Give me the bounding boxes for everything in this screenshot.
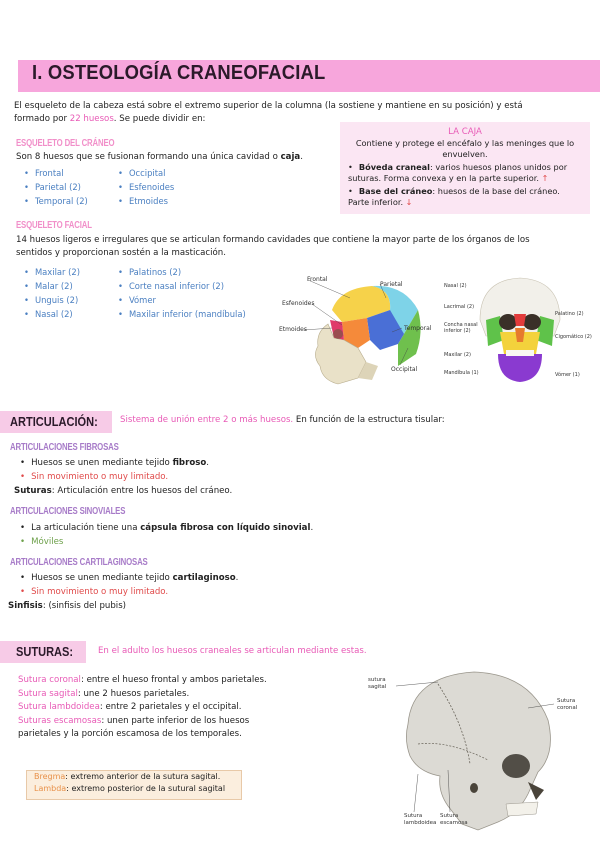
list-item: • Vómer bbox=[118, 293, 246, 307]
mandible-region bbox=[498, 354, 542, 382]
page-title: I. OSTEOLOGÍA CRANEOFACIAL bbox=[32, 62, 326, 84]
facial-desc: 14 huesos ligeros e irregulares que se articulan formando cavidades que contiene la mayor parte de los órganos de los sentidos y proporcionan sostén a la masticación. bbox=[16, 235, 530, 258]
fibrosas-item-1: • Huesos se unen mediante tejido fibroso. bbox=[20, 457, 209, 470]
sinoviales-item-2: • Móviles bbox=[20, 536, 63, 549]
craneo-desc: Son 8 huesos que se fusionan formando una única cavidad o caja. bbox=[16, 152, 303, 162]
label-vomer: Vómer (1) bbox=[555, 372, 580, 378]
articulacion-desc: Sistema de unión entre 2 o más huesos. En función de la estructura tisular: bbox=[120, 415, 445, 425]
list-item: • Corte nasal inferior (2) bbox=[118, 279, 246, 293]
list-item: Sutura coronal: entre el hueso frontal y ambos parietales. bbox=[18, 675, 267, 685]
list-item: Sutura sagital: une 2 huesos parietales. bbox=[18, 688, 190, 699]
label-occipital: Occipital bbox=[391, 366, 418, 373]
list-item: • Palatinos (2) bbox=[118, 265, 246, 279]
nasal-bone bbox=[514, 314, 526, 326]
sinoviales-item-1: • La articulación tiene una cápsula fibrosa con líquido sinovial. bbox=[20, 522, 313, 535]
skull-front-illustration bbox=[470, 276, 570, 386]
list-item: • Temporal (2) bbox=[24, 194, 88, 208]
label-etmoides: Etmoides bbox=[279, 326, 307, 333]
label-nasal: Nasal (2) bbox=[444, 283, 467, 289]
list-item: Suturas escamosas: unen parte inferior de los huesos bbox=[18, 715, 250, 726]
caja-item-1: • Bóveda craneal: varios huesos planos unidos por suturas. Forma convexa y en la parte superior. ↑ bbox=[348, 162, 582, 184]
label-palatino: Palatino (2) bbox=[555, 311, 584, 317]
label-concha: Concha nasal inferior (2) bbox=[444, 322, 478, 334]
cartilaginosas-heading: ARTICULACIONES CARTILAGINOSAS bbox=[10, 557, 148, 568]
list-item: • Frontal bbox=[24, 166, 88, 180]
ear-canal bbox=[470, 783, 478, 793]
list-item: • Unguis (2) bbox=[24, 293, 80, 307]
label-sutura-sagital: sutura sagital bbox=[368, 677, 387, 690]
skull-sutures-illustration bbox=[378, 664, 568, 836]
list-item: • Parietal (2) bbox=[24, 180, 88, 194]
note-bregma: Bregma: extremo anterior de la sutura sagital. bbox=[34, 772, 221, 781]
craneo-heading: ESQUELETO DEL CRÁNEO bbox=[16, 138, 115, 149]
orbit bbox=[502, 754, 530, 778]
list-item: • Malar (2) bbox=[24, 279, 80, 293]
intro-line-1: El esqueleto de la cabeza está sobre el extremo superior de la columna (la sostiene y mantiene en su posición) y está bbox=[14, 101, 523, 111]
fibrosas-heading: ARTICULACIONES FIBROSAS bbox=[10, 442, 119, 453]
list-item: • Maxilar (2) bbox=[24, 265, 80, 279]
list-item: • Occipital bbox=[118, 166, 174, 180]
eye-socket bbox=[333, 329, 343, 339]
fibrosas-item-2: • Sin movimiento o muy limitado. bbox=[20, 471, 168, 484]
fibrosas-extra: Suturas: Articulación entre los huesos del cráneo. bbox=[14, 486, 233, 496]
teeth bbox=[506, 802, 538, 816]
label-mandibula: Mandíbula (1) bbox=[444, 370, 479, 376]
orbit-right bbox=[523, 314, 541, 330]
note-text bbox=[34, 771, 225, 795]
intro-line-2: formado por 22 huesos. Se puede dividir en: bbox=[14, 114, 206, 124]
craneo-list-1 bbox=[24, 166, 88, 208]
label-frontal: Frontal bbox=[307, 276, 328, 283]
facial-list-1 bbox=[24, 265, 80, 321]
suturas-heading: SUTURAS: bbox=[16, 644, 74, 659]
list-item: • Nasal (2) bbox=[24, 307, 80, 321]
cartilaginosas-extra: Sinfisis: (sinfisis del pubis) bbox=[8, 601, 127, 611]
facial-heading: ESQUELETO FACIAL bbox=[16, 220, 92, 231]
list-item: • Esfenoides bbox=[118, 180, 174, 194]
list-item: • Etmoides bbox=[118, 194, 174, 208]
suturas-desc: En el adulto los huesos craneales se articulan mediante estas. bbox=[98, 646, 367, 656]
sinoviales-heading: ARTICULACIONES SINOVIALES bbox=[10, 506, 126, 517]
nasal-aperture bbox=[528, 782, 544, 800]
label-cigomatico: Cigomático (2) bbox=[555, 334, 592, 340]
caja-desc: Contiene y protege el encéfalo y las meninges que lo envuelven. bbox=[355, 138, 575, 159]
caja-item-2: • Base del cráneo: huesos de la base del cráneo. Parte inferior. ↓ bbox=[348, 186, 582, 208]
list-item: parietales y la porción escamosa de los temporales. bbox=[18, 729, 242, 739]
note-lambda: Lambda: extremo posterior de la sutural sagital bbox=[34, 784, 226, 793]
label-lacrimal: Lacrimal (2) bbox=[444, 304, 475, 310]
label-temporal: Temporal bbox=[404, 325, 432, 332]
arrow-down-icon: ↓ bbox=[405, 197, 413, 207]
label-sutura-escamosa: Sutura escamosa bbox=[440, 813, 468, 826]
cartilaginosas-item-2: • Sin movimiento o muy limitado. bbox=[20, 586, 168, 599]
suturas-list bbox=[18, 674, 267, 742]
articulacion-heading: ARTICULACIÓN: bbox=[10, 414, 98, 429]
orbit-left bbox=[499, 314, 517, 330]
craneo-list-2 bbox=[118, 166, 174, 208]
label-sutura-lambdoidea: Sutura lambdoidea bbox=[404, 813, 437, 826]
arrow-up-icon: ↑ bbox=[541, 173, 549, 183]
caja-title: LA CAJA bbox=[448, 127, 482, 137]
list-item: • Maxilar inferior (mandíbula) bbox=[118, 307, 246, 321]
list-item: Sutura lambdoidea: entre 2 parietales y el occipital. bbox=[18, 702, 242, 712]
teeth bbox=[506, 350, 534, 356]
cartilaginosas-item-1: • Huesos se unen mediante tejido cartilaginoso. bbox=[20, 572, 238, 585]
facial-list-2 bbox=[118, 265, 246, 321]
intro-count: 22 huesos bbox=[69, 114, 114, 124]
label-maxilar: Maxilar (2) bbox=[444, 352, 471, 358]
label-sutura-coronal: Sutura coronal bbox=[557, 698, 578, 711]
label-parietal: Parietal bbox=[380, 281, 403, 288]
label-esfenoides: Esfenoides bbox=[282, 300, 315, 307]
